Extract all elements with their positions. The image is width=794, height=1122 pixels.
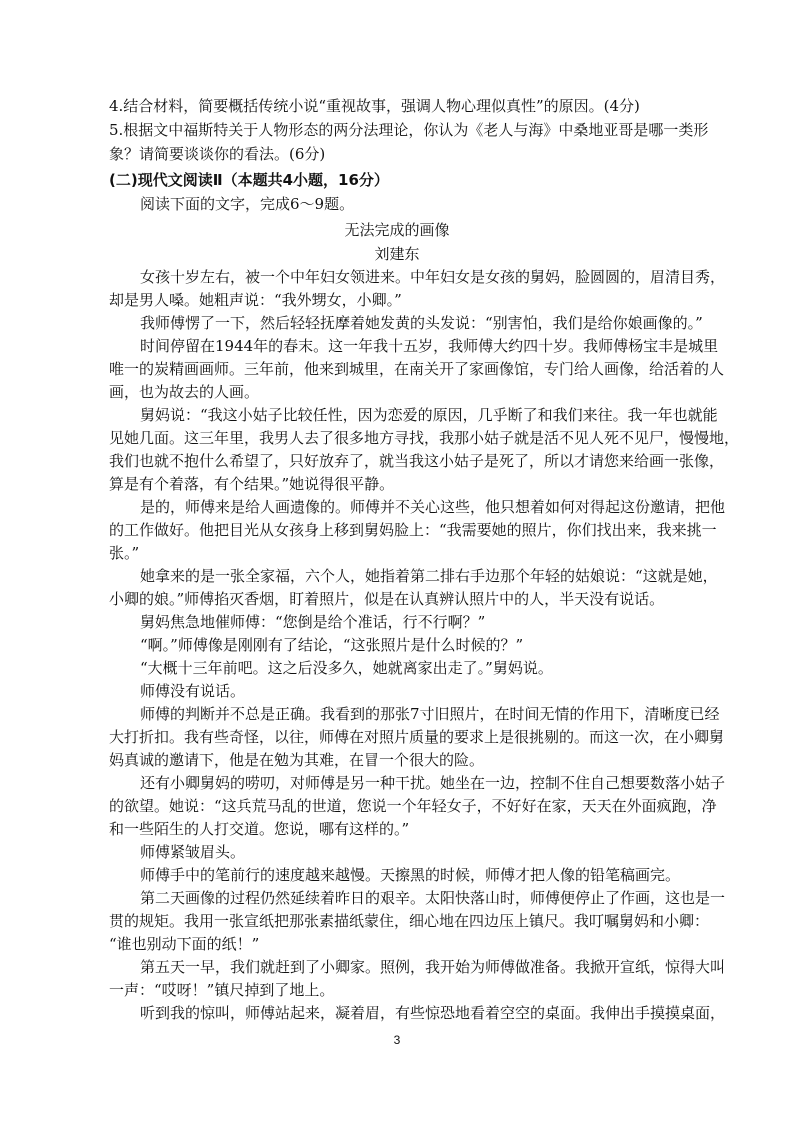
text-line: 她拿来的是一张全家福，六个人，她指着第二排右手边那个年轻的姑娘说：“这就是她， [140,567,718,585]
text-line: 舅妈焦急地催师傅：“您倒是给个准话，行不行啊？” [140,613,486,631]
text-line: 时间停留在1944年的春末。这一年我十五岁，我师傅大约四十岁。我师傅杨宝丰是城里 [140,337,719,355]
section-heading: (二)现代文阅读Ⅱ（本题共4小题，16分） [109,171,389,189]
text-line: 师傅紧皱眉头。 [140,843,246,861]
text-line: 我们也就不抱什么希望了，只好放弃了，就当我这小姑子是死了，所以才请您来给画一张像， [109,452,725,470]
text-line: 舅妈说：“我这小姑子比较任性，因为恋爱的原因，几乎断了和我们来往。我一年也就能 [140,406,718,424]
text-line: 的欲望。她说：“这兵荒马乱的世道，您说一个年轻女子，不好好在家，天天在外面疯跑，净 [109,797,717,815]
text-line: 女孩十岁左右，被一个中年妇女领进来。中年妇女是女孩的舅妈，脸圆圆的，眉清目秀， [140,268,726,286]
article-author: 刘建东 [374,245,420,263]
text-line: 第二天画像的过程仍然延续着昨日的艰辛。太阳快落山时，师傅便停止了作画，这也是一 [140,889,726,907]
text-line: “啊。”师傅像是刚刚有了结论，“这张照片是什么时候的？” [140,636,524,654]
text-line: 我师傅愣了一下，然后轻轻抚摩着她发黄的头发说：“别害怕，我们是给你娘画像的。” [140,314,703,332]
text-line: 算是有个着落，有个结果。”她说得很平静。 [109,475,395,493]
text-line: 小卿的娘。”师傅掐灭香烟，盯着照片，似是在认真辨认照片中的人，半天没有说话。 [109,590,665,608]
text-line: 妈真诚的邀请下，他是在勉为其难，在冒一个很大的险。 [109,751,485,769]
article-title: 无法完成的画像 [344,221,450,239]
text-line: 师傅手中的笔前行的速度越来越慢。天擦黑的时候，师傅才把人像的铅笔稿画完。 [140,866,681,884]
page-number: 3 [393,1033,401,1047]
text-line: 是的，师傅来是给人画遗像的。师傅并不关心这些，他只想着如何对得起这份邀请，把他 [140,498,726,516]
text-line: “大概十三年前吧。这之后没多久，她就离家出走了。”舅妈说。 [140,659,553,677]
text-line: 却是男人嗓。她粗声说：“我外甥女，小卿。” [109,291,402,309]
text-line: 和一些陌生的人打交道。您说，哪有这样的。” [109,820,410,838]
text-line: 师傅的判断并不总是正确。我看到的那张7寸旧照片，在时间无情的作用下，清晰度已经 [140,705,720,723]
question-4: 4.结合材料，简要概括传统小说“重视故事，强调人物心理似真性”的原因。(4分) [109,97,640,115]
text-line: 张。” [109,544,140,562]
text-line: 还有小卿舅妈的唠叨，对师傅是另一种干扰。她坐在一边，控制不住自己想要数落小姑子 [140,774,726,792]
text-line: 师傅没有说话。 [140,682,246,700]
text-line: 唯一的炭精画画师。三年前，他来到城里，在南关开了家画像馆，专门给人画像，给活着的人 [109,360,725,378]
text-line: 一声：“哎呀！”镇尺掉到了地上。 [109,981,335,999]
text-line: 见她几面。这三年里，我男人去了很多地方寻找，我那小姑子就是活不见人死不见尸，慢慢地， [109,429,740,447]
text-line: “谁也别动下面的纸！” [109,935,260,953]
section-instruction: 阅读下面的文字，完成6～9题。 [140,195,355,213]
text-line: 大打折扣。我有些奇怪，以往，师傅在对照片质量的要求上是很挑剔的。而这一次，在小卿舅 [109,728,725,746]
question-5: 5.根据文中福斯特关于人物形态的两分法理论，你认为《老人与海》中桑地亚哥是哪一类形 [109,121,709,139]
text-line: 听到我的惊叫，师傅站起来，凝着眉，有些惊恐地看着空空的桌面。我伸出手摸摸桌面， [140,1004,726,1022]
text-line: 的工作做好。他把目光从女孩身上移到舅妈脸上：“我需要她的照片，你们找出来，我来挑一 [109,521,717,539]
text-line: 贯的规矩。我用一张宣纸把那张素描纸蒙住，细心地在四边压上镇尺。我叮嘱舅妈和小卿： [109,912,710,930]
question-5-continued: 象？请简要谈谈你的看法。(6分) [109,145,326,163]
text-line: 画，也为故去的人画。 [109,383,260,401]
text-line: 第五天一早，我们就赶到了小卿家。照例，我开始为师傅做准备。我掀开宣纸，惊得大叫 [140,958,726,976]
